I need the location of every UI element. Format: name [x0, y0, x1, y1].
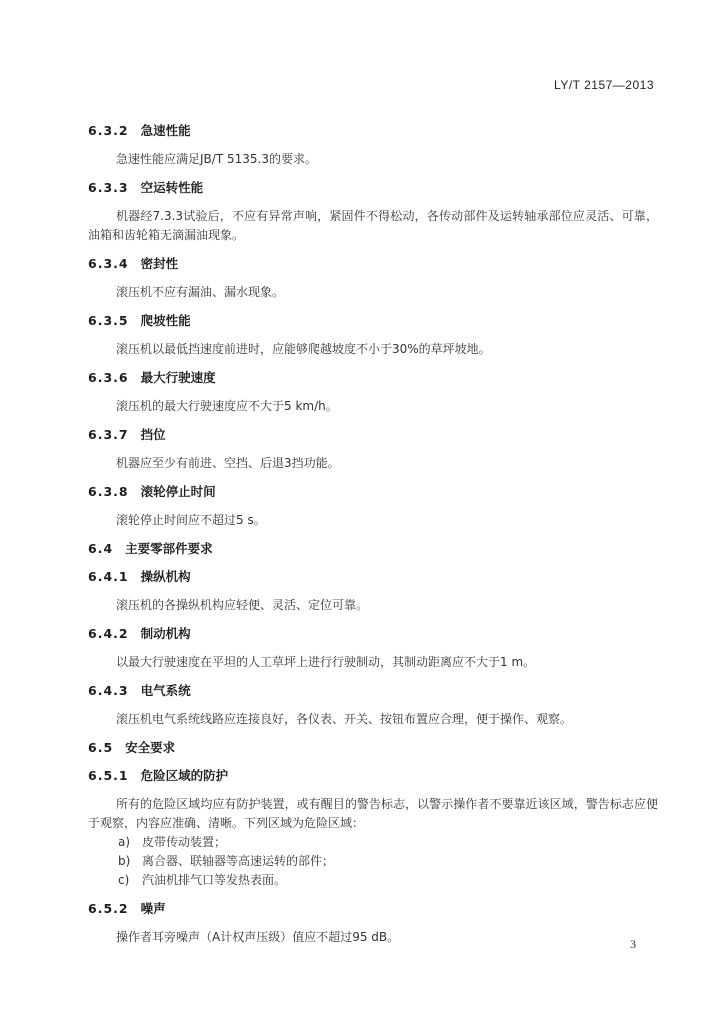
section-title: 电气系统 — [140, 683, 191, 698]
section-number: 6.3.2 — [88, 123, 129, 138]
section-number: 6.4.3 — [88, 683, 129, 698]
section-paragraph: 滚轮停止时间应不超过5 s。 — [116, 513, 266, 527]
section-title: 危险区域的防护 — [140, 768, 229, 783]
section-number: 6.4 — [88, 541, 114, 556]
section-paragraph: 以最大行驶速度在平坦的人工草坪上进行行驶制动，其制动距离应不大于1 m。 — [116, 655, 536, 669]
section-heading — [88, 767, 658, 785]
list-item — [88, 852, 658, 871]
list-marker: b) — [118, 854, 131, 868]
section-title: 挡位 — [140, 427, 166, 442]
section-paragraph: 滚压机以最低挡速度前进时，应能够爬越坡度不小于30%的草坪坡地。 — [116, 342, 491, 356]
section-heading — [88, 739, 658, 757]
section-title: 主要零部件要求 — [125, 541, 213, 556]
section-paragraph: 滚压机的最大行驶速度应不大于5 km/h。 — [116, 399, 338, 413]
section-number: 6.3.6 — [88, 370, 129, 385]
section-heading — [88, 568, 658, 586]
page-number: 3 — [630, 937, 636, 951]
section-heading — [88, 540, 658, 558]
section-title: 滚轮停止时间 — [140, 484, 216, 499]
section-paragraph: 机器应至少有前进、空挡、后退3挡功能。 — [116, 456, 340, 470]
section-number: 6.5.1 — [88, 768, 129, 783]
document-body — [88, 120, 658, 947]
section-heading — [88, 900, 658, 918]
section-heading — [88, 255, 658, 273]
section-heading — [88, 369, 658, 387]
section-number: 6.4.1 — [88, 569, 129, 584]
section-number: 6.3.7 — [88, 427, 129, 442]
list-item — [88, 871, 658, 890]
section-paragraph: 急速性能应满足JB/T 5135.3的要求。 — [116, 152, 317, 166]
section-number: 6.5.2 — [88, 901, 129, 916]
section-paragraph: 滚压机不应有漏油、漏水现象。 — [116, 285, 285, 299]
section-heading — [88, 426, 658, 444]
section-heading — [88, 312, 658, 330]
section-number: 6.3.4 — [88, 256, 129, 271]
list-marker: c) — [118, 873, 130, 887]
section-number: 6.3.5 — [88, 313, 129, 328]
document-code: LY/T 2157—2013 — [554, 78, 654, 92]
section-heading — [88, 179, 658, 197]
section-paragraph: 滚压机的各操纵机构应轻便、灵活、定位可靠。 — [116, 598, 369, 612]
section-number: 6.3.8 — [88, 484, 129, 499]
section-heading — [88, 483, 658, 501]
section-paragraph: 操作者耳旁噪声（A计权声压级）值应不超过95 dB。 — [116, 930, 400, 944]
section-number: 6.4.2 — [88, 626, 129, 641]
section-paragraph: 机器经7.3.3试验后，不应有异常声响，紧固件不得松动，各传动部件及运转轴承部位应灵活、可靠，油箱和齿轮箱无滴漏油现象。 — [88, 209, 658, 242]
list-text: 汽油机排气口等发热表面。 — [142, 873, 287, 887]
section-number: 6.3.3 — [88, 180, 129, 195]
list-marker: a) — [118, 835, 131, 849]
list-text: 离合器、联轴器等高速运转的部件； — [142, 854, 335, 868]
section-paragraph: 所有的危险区域均应有防护装置，或有醒目的警告标志，以警示操作者不要靠近该区域，警告标志应便于观察，内容应准确、清晰。下列区域为危险区域： — [88, 797, 658, 830]
list-text: 皮带传动装置； — [142, 835, 227, 849]
section-title: 制动机构 — [140, 626, 191, 641]
section-title: 密封性 — [140, 256, 179, 271]
section-heading — [88, 625, 658, 643]
section-paragraph: 滚压机电气系统线路应连接良好，各仪表、开关、按钮布置应合理，便于操作、观察。 — [116, 712, 573, 726]
section-title: 安全要求 — [125, 740, 176, 755]
section-title: 空运转性能 — [140, 180, 204, 195]
section-title: 最大行驶速度 — [140, 370, 216, 385]
section-number: 6.5 — [88, 740, 114, 755]
section-heading — [88, 122, 658, 140]
section-title: 急速性能 — [140, 123, 191, 138]
section-title: 爬坡性能 — [140, 313, 191, 328]
list-item — [88, 833, 658, 852]
section-title: 噪声 — [140, 901, 166, 916]
section-heading — [88, 682, 658, 700]
section-title: 操纵机构 — [140, 569, 191, 584]
